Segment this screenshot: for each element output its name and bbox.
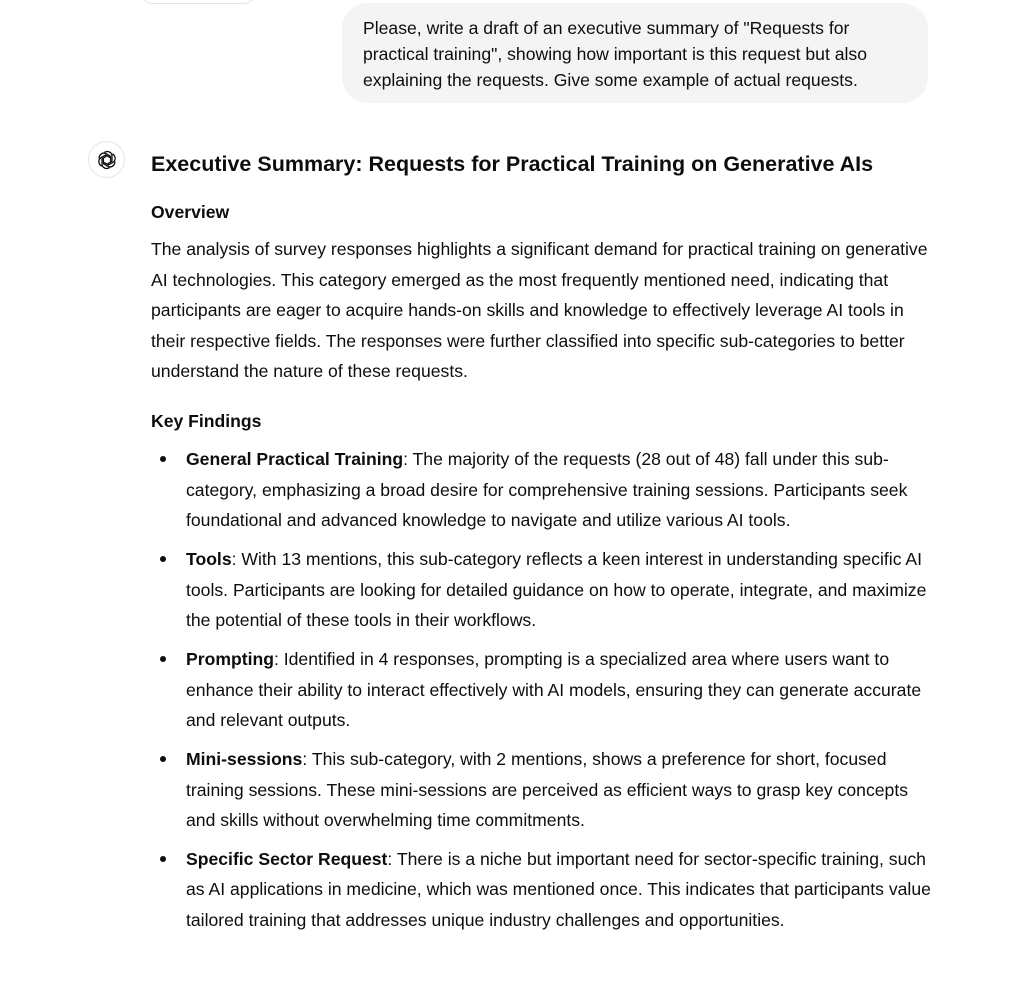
key-findings-list	[151, 444, 936, 944]
user-message-text: Please, write a draft of an executive summary of "Requests for practical training", showing how important is this request but also explaining the requests. Give some example of actual requests.	[363, 18, 868, 90]
finding-text: : There is a niche but important need for sector-specific training, such as AI applications in medicine, which was mentioned once. This indicates that participants value tailored training that addresses unique industry challenges and opportunities.	[186, 848, 931, 931]
bullet-dot	[160, 756, 166, 762]
finding-label: Specific Sector Request	[186, 848, 388, 869]
bullet-dot	[160, 656, 166, 662]
finding-text: : With 13 mentions, this sub-category reflects a keen interest in understanding specific AI tools. Participants are looking for detailed guidance on how to operate, integrate, and maximize the potential of these tools in their workflows.	[186, 548, 927, 631]
summary-title: Executive Summary: Requests for Practical Training on Generative AIs	[151, 152, 874, 176]
user-message-bubble	[342, 3, 928, 103]
finding-label: General Practical Training	[186, 449, 404, 469]
overview-paragraph: The analysis of survey responses highlights a significant demand for practical training on generative AI technologies. This category emerged as the most frequently mentioned need, indicating that participants are eager to acquire hands-on skills and knowledge to effectively leverage AI tools in their respective fields. The responses were further classified into specific sub-categories to better understand the nature of these requests.	[151, 239, 928, 382]
list-item	[151, 644, 936, 736]
key-findings-heading: Key Findings	[151, 411, 262, 431]
list-item	[151, 544, 936, 636]
bullet-dot	[160, 556, 166, 562]
finding-label: Tools	[186, 548, 232, 569]
finding-text: : Identified in 4 responses, prompting is a specialized area where users want to enhance their ability to interact effectively with AI models, ensuring they can generate accurate and relevant outputs.	[186, 648, 922, 731]
finding-label: Mini-sessions	[186, 748, 303, 769]
bullet-dot	[160, 456, 166, 462]
openai-logo-icon	[88, 141, 125, 178]
finding-text: : This sub-category, with 2 mentions, shows a preference for short, focused training sessions. These mini-sessions are perceived as efficient ways to grasp key concepts and skills without overwhelming time commitments.	[186, 748, 909, 831]
finding-text: : The majority of the requests (28 out of 48) fall under this sub-category, emphasizing a broad desire for comprehensive training sessions. Participants seek foundational and advanced knowledge to navigate and utilize various AI tools.	[186, 449, 908, 531]
finding-label: Prompting	[186, 648, 274, 669]
overview-heading: Overview	[151, 202, 230, 222]
previous-element-edge	[142, 0, 254, 4]
list-item	[151, 744, 936, 836]
list-item	[151, 844, 936, 936]
list-item	[151, 444, 936, 536]
bullet-dot	[160, 856, 166, 862]
